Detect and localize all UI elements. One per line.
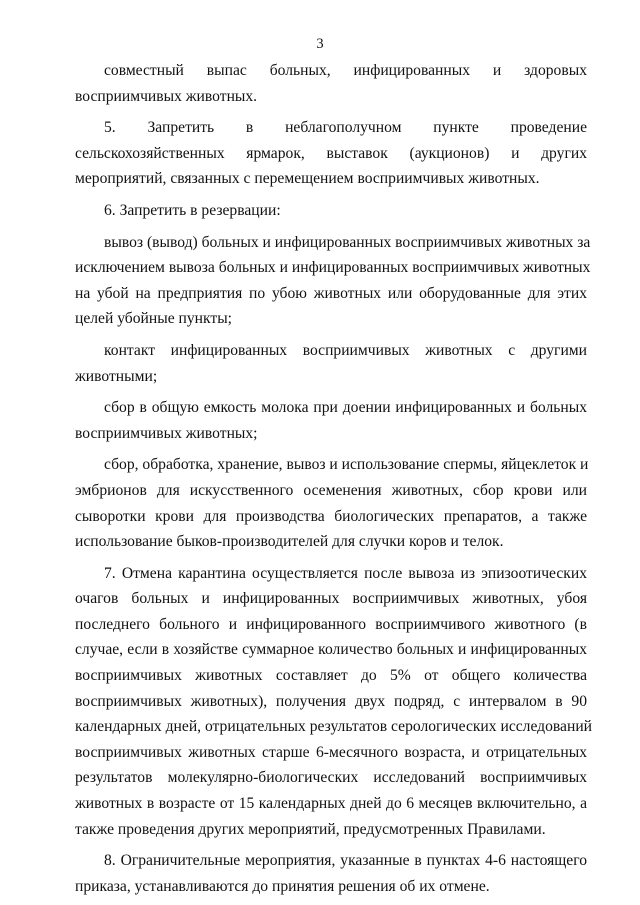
paragraph <box>75 848 587 899</box>
text-line: совместный выпас больных, инфицированных и здоровых <box>104 62 587 79</box>
paragraph <box>75 561 593 843</box>
text-line: контакт инфицированных восприимчивых животных с другими <box>104 341 587 359</box>
text-line: сбор, обработка, хранение, вывоз и использование спермы, яйцеклеток и <box>104 456 589 474</box>
text-line: восприимчивых животных; <box>75 424 258 442</box>
text-line: восприимчивых животных составляет до 5% от общего количества <box>75 667 587 685</box>
document-body <box>75 58 593 899</box>
text-line: очагов больных и инфицированных восприимчивых животных, убоя <box>75 590 587 608</box>
text-line: сбор в общую емкость молока при доении инфицированных и больных <box>104 399 587 417</box>
text-line: животных в возрасте от 15 календарных дней до 6 месяцев включительно, а <box>75 795 587 813</box>
text-line: целей убойные пункты; <box>75 310 233 328</box>
paragraph <box>75 338 587 389</box>
text-line: 5. Запретить в неблагополучном пункте проведение <box>104 119 587 137</box>
paragraph <box>75 452 587 554</box>
text-line: календарных дней, отрицательных результатов серологических исследований <box>75 718 593 736</box>
text-line: на убой на предприятия по убою животных или оборудованные для этих <box>75 284 587 302</box>
paragraph <box>75 198 587 224</box>
page-number: 3 <box>316 36 324 52</box>
text-line: 7. Отмена карантина осуществляется после вывоза из эпизоотических <box>104 564 587 582</box>
text-line: сыворотки крови для производства биологических препаратов, а также <box>75 507 587 525</box>
text-line: результатов молекулярно-биологических исследований восприимчивых <box>75 769 587 787</box>
text-line: использование быков-производителей для случки коров и телок. <box>75 533 504 551</box>
paragraph <box>75 230 591 332</box>
text-line: животными; <box>75 367 158 385</box>
text-line: 6. Запретить в резервации: <box>104 201 281 219</box>
text-line: исключением вывоза больных и инфицированных восприимчивых животных <box>75 259 591 277</box>
text-line: случае, если в хозяйстве суммарное количество больных и инфицированных <box>75 641 587 659</box>
paragraph <box>75 395 587 446</box>
text-line: приказа, устанавливаются до принятия решения об их отмене. <box>75 877 490 895</box>
text-line: восприимчивых животных старше 6-месячного возраста, и отрицательных <box>75 743 587 761</box>
text-line: восприимчивых животных), получения двух подряд, с интервалом в 90 <box>75 692 587 710</box>
text-line: эмбрионов для искусственного осеменения животных, сбор крови или <box>75 481 587 499</box>
paragraph <box>75 58 587 109</box>
text-line: сельскохозяйственных ярмарок, выставок (аукционов) и других <box>75 144 587 162</box>
text-line: восприимчивых животных. <box>75 87 258 105</box>
text-line: также проведения других мероприятий, предусмотренных Правилами. <box>75 820 546 838</box>
text-line: вывоз (вывод) больных и инфицированных восприимчивых животных за <box>104 233 591 251</box>
paragraph <box>75 115 587 192</box>
text-line: последнего больного и инфицированного восприимчивого животного (в <box>75 615 587 633</box>
text-line: мероприятий, связанных с перемещением восприимчивых животных. <box>75 170 540 188</box>
text-line: 8. Ограничительные мероприятия, указанные в пунктах 4-6 настоящего <box>104 852 587 870</box>
